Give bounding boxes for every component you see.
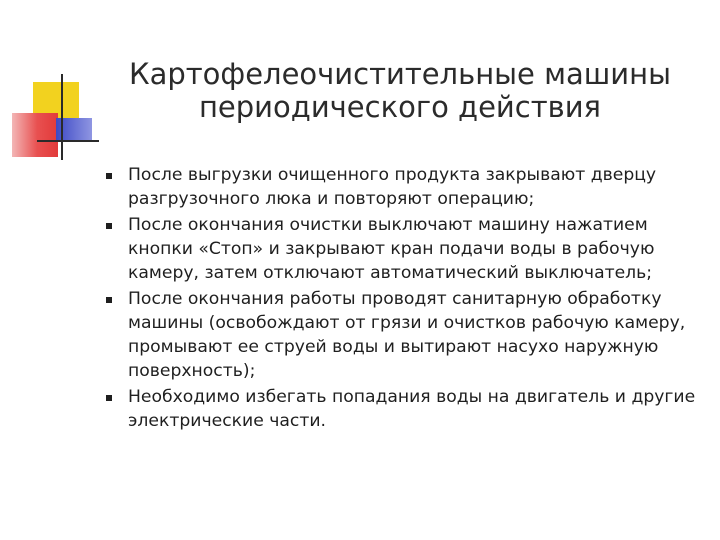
bullet-item — [108, 385, 708, 433]
bullet-text: Необходимо избегать попадания воды на двигатель и другие электрические части. — [128, 387, 696, 431]
red-square — [12, 113, 58, 157]
bullet-text: После выгрузки очищенного продукта закрывают дверцу разгрузочного люка и повторяют операцию; — [128, 165, 657, 209]
bullet-item — [108, 163, 708, 211]
title-line-1: Картофелеочистительные машины — [129, 57, 671, 91]
square-bullet-icon — [106, 395, 112, 401]
decorative-logo — [0, 0, 110, 170]
bullet-item — [108, 213, 708, 285]
vertical-line — [61, 74, 63, 160]
bullet-list — [108, 163, 708, 435]
horizontal-line — [37, 140, 99, 142]
slide-title — [100, 58, 700, 124]
bullet-text: После окончания очистки выключают машину нажатием кнопки «Стоп» и закрывают кран подачи воды в рабочую камеру, затем отключают автоматический выключатель; — [128, 215, 655, 283]
title-line-2: периодического действия — [198, 90, 602, 124]
square-bullet-icon — [106, 297, 112, 303]
bullet-item — [108, 287, 708, 383]
bullet-text: После окончания работы проводят санитарную обработку машины (освобождают от грязи и очистков рабочую камеру, промывают ее струей воды и вытирают насухо наружную поверхность); — [128, 289, 686, 381]
square-bullet-icon — [106, 223, 112, 229]
square-bullet-icon — [106, 173, 112, 179]
